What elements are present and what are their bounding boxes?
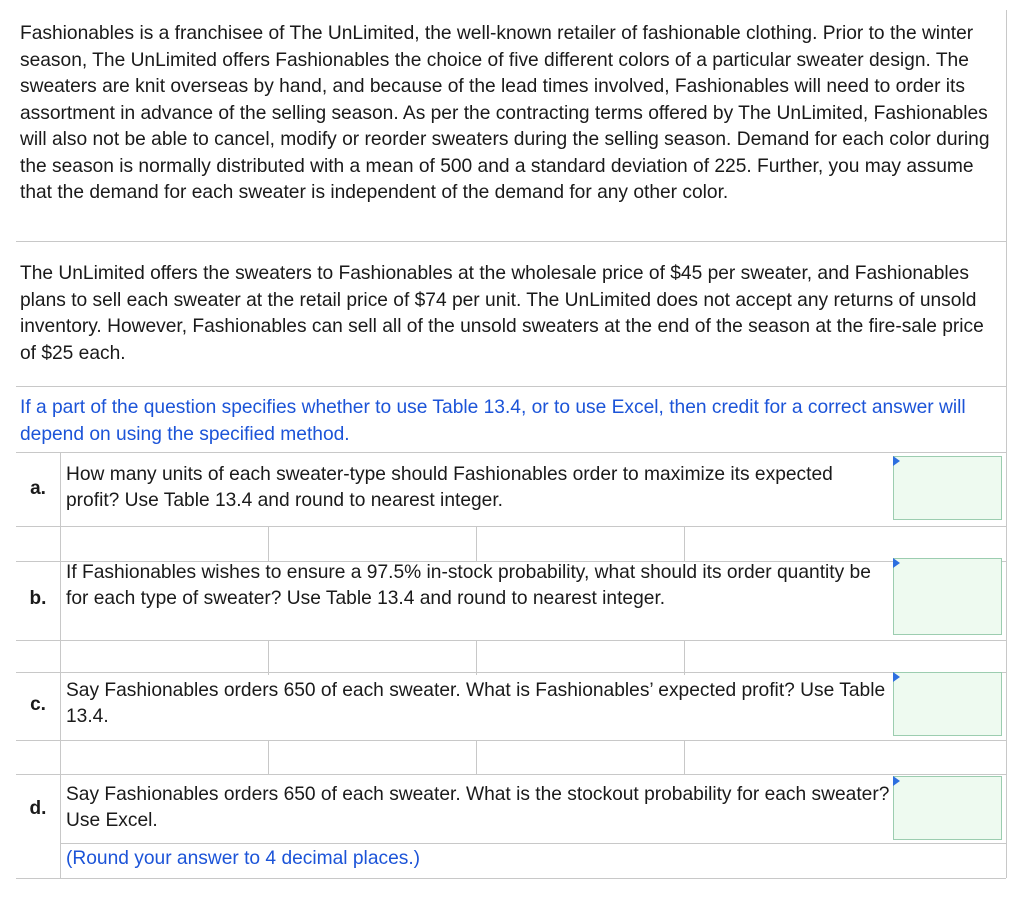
grid-cell-c1 (268, 741, 476, 775)
question-d-rounding-note: (Round your answer to 4 decimal places.) (66, 848, 421, 869)
question-b-answer-input[interactable] (893, 558, 1002, 635)
row-d-divider (60, 843, 1006, 844)
question-c-letter: c. (30, 694, 46, 715)
question-d-answer-input[interactable] (893, 776, 1002, 840)
instruction-text: If a part of the question specifies whether to use Table 13.4, or to use Excel, then credit for a correct answer will depend on using the specified method. (20, 397, 966, 445)
question-d-letter: d. (29, 798, 47, 819)
question-b-text: If Fashionables wishes to ensure a 97.5% in-stock probability, what should its order quantity be for each type of sweater? Use Table 13.4 and round to nearest integer. (66, 562, 871, 609)
problem-intro-paragraph: Fashionables is a franchisee of The UnLimited, the well-known retailer of fashionable clothing. Prior to the winter season, The UnLimited offers Fashionables the choice of five different colors of a particular sweater design. The sweaters are knit overseas by hand, and because of the lead times involved, Fashionables will need to order its assortment in advance of the selling season. As per the contracting terms offered by The UnLimited, Fashionables will also not be able to cancel, modify or reorder sweaters during the selling season. Demand for each color during the season is normally distributed with a mean of 500 and a standard deviation of 225. Further, you may assume that the demand for each sweater is independent of the demand for any other color. (20, 23, 990, 203)
table-bottom (16, 878, 1006, 879)
grid-b-bottom (16, 672, 1006, 673)
frame-right-border (1006, 10, 1007, 878)
divider-3 (16, 452, 1006, 453)
question-c-text: Say Fashionables orders 650 of each sweater. What is Fashionables’ expected profit? Use Table 13.4. (66, 680, 886, 727)
question-d-text: Say Fashionables orders 650 of each sweater. What is the stockout probability for each sweater? Use Excel. (66, 784, 890, 831)
divider-1 (16, 241, 1006, 242)
question-a-letter: a. (30, 478, 46, 499)
question-a-text: How many units of each sweater-type should Fashionables order to maximize its expected profit? Use Table 13.4 and round to nearest integer. (66, 464, 833, 511)
grid-cell-a3 (684, 527, 894, 561)
grid-c-bottom (16, 774, 1006, 775)
grid-cell-b3 (684, 641, 894, 675)
question-c-answer-input[interactable] (893, 672, 1002, 736)
grid-cell-a2 (476, 527, 684, 561)
grid-cell-b2 (476, 641, 684, 675)
grid-cell-a1 (268, 527, 476, 561)
letter-column-divider (60, 452, 61, 878)
grid-cell-b1 (268, 641, 476, 675)
question-a-answer-input[interactable] (893, 456, 1002, 520)
grid-cell-c3 (684, 741, 894, 775)
pricing-paragraph: The UnLimited offers the sweaters to Fashionables at the wholesale price of $45 per sweater, and Fashionables plans to sell each sweater at the retail price of $74 per unit. The UnLimited does not accept any returns of unsold inventory. However, Fashionables can sell all of the unsold sweaters at the end of the season at the fire-sale price of $25 each. (20, 263, 984, 364)
question-b-letter: b. (29, 588, 47, 609)
divider-2 (16, 386, 1006, 387)
grid-cell-c2 (476, 741, 684, 775)
